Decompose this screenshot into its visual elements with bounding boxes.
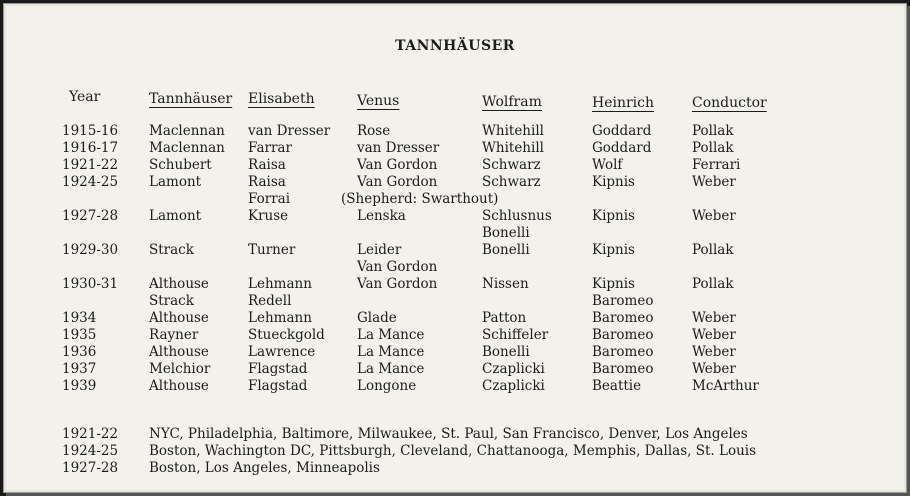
table-cell: Schwarz xyxy=(482,174,541,190)
table-cell: Farrar xyxy=(248,140,292,156)
table-cell: Rayner xyxy=(149,327,199,343)
table-cell: Weber xyxy=(692,208,736,224)
table-cell: Van Gordon xyxy=(357,259,438,275)
table-cell: Kruse xyxy=(248,208,289,224)
table-cell: van Dresser xyxy=(357,140,440,156)
table-cell: Bonelli xyxy=(482,225,530,241)
table-cell: Schlusnus xyxy=(482,208,552,224)
table-cell: Baromeo xyxy=(592,327,654,343)
table-cell: Baromeo xyxy=(592,344,654,360)
table-cell: Weber xyxy=(692,310,736,326)
table-cell: Schwarz xyxy=(482,157,541,173)
page-title: TANNHÄUSER xyxy=(395,38,515,54)
column-header-wolfram: Wolfram xyxy=(482,94,542,110)
table-cell: Kipnis xyxy=(592,276,635,292)
table-cell: Schubert xyxy=(149,157,212,173)
table-cell: Pollak xyxy=(692,242,734,258)
table-cell: La Mance xyxy=(357,361,425,377)
tour-year: 1921-22 xyxy=(62,426,119,442)
table-cell: Turner xyxy=(248,242,296,258)
table-cell: Weber xyxy=(692,327,736,343)
column-header-tannhuser: Tannhäuser xyxy=(149,91,233,107)
table-cell: La Mance xyxy=(357,344,425,360)
table-cell: 1930-31 xyxy=(62,276,119,292)
table-cell: Pollak xyxy=(692,276,734,292)
table-cell: Raisa xyxy=(248,174,286,190)
table-cell: Stueckgold xyxy=(248,327,325,343)
table-cell: Baromeo xyxy=(592,361,654,377)
table-cell: Ferrari xyxy=(692,157,741,173)
table-cell: Van Gordon xyxy=(357,174,438,190)
table-cell: 1921-22 xyxy=(62,157,119,173)
document-page xyxy=(3,3,907,493)
table-cell: Kipnis xyxy=(592,242,635,258)
table-cell: Whitehill xyxy=(482,123,544,139)
table-cell: Lamont xyxy=(149,208,202,224)
tour-cities: Boston, Wachington DC, Pittsburgh, Cleveland, Chattanooga, Memphis, Dallas, St. Louis xyxy=(149,443,757,459)
table-cell: Longone xyxy=(357,378,417,394)
table-cell: Van Gordon xyxy=(357,276,438,292)
table-cell: Althouse xyxy=(149,310,209,326)
table-cell: van Dresser xyxy=(248,123,331,139)
table-cell: Althouse xyxy=(149,276,209,292)
table-cell: Glade xyxy=(357,310,397,326)
column-header-venus: Venus xyxy=(357,93,400,109)
tour-cities: Boston, Los Angeles, Minneapolis xyxy=(149,460,380,476)
table-cell: Weber xyxy=(692,361,736,377)
table-cell: Schiffeler xyxy=(482,327,549,343)
table-cell: Rose xyxy=(357,123,391,139)
table-cell: Lenska xyxy=(357,208,406,224)
table-cell: Flagstad xyxy=(248,378,308,394)
table-cell: 1935 xyxy=(62,327,97,343)
table-cell: Weber xyxy=(692,174,736,190)
table-cell: Bonelli xyxy=(482,242,530,258)
table-cell: Goddard xyxy=(592,140,652,156)
table-cell: 1939 xyxy=(62,378,97,394)
table-cell: McArthur xyxy=(692,378,759,394)
table-cell: Strack xyxy=(149,293,194,309)
table-cell: Leider xyxy=(357,242,402,258)
column-header-heinrich: Heinrich xyxy=(592,95,655,111)
table-cell: 1936 xyxy=(62,344,97,360)
table-cell: Lehmann xyxy=(248,276,312,292)
tour-year: 1924-25 xyxy=(62,443,119,459)
table-cell: Van Gordon xyxy=(357,157,438,173)
table-cell: 1937 xyxy=(62,361,97,377)
table-cell: Goddard xyxy=(592,123,652,139)
table-cell: Whitehill xyxy=(482,140,544,156)
table-cell: 1929-30 xyxy=(62,242,119,258)
table-cell: Pollak xyxy=(692,123,734,139)
table-cell: Baromeo xyxy=(592,310,654,326)
table-cell: Melchior xyxy=(149,361,211,377)
table-cell: Strack xyxy=(149,242,194,258)
table-cell: Wolf xyxy=(592,157,623,173)
table-cell: Maclennan xyxy=(149,140,225,156)
table-cell: 1927-28 xyxy=(62,208,119,224)
table-cell: Flagstad xyxy=(248,361,308,377)
table-cell: Forrai xyxy=(248,191,291,207)
table-cell: La Mance xyxy=(357,327,425,343)
table-cell: Lamont xyxy=(149,174,202,190)
table-cell: 1915-16 xyxy=(62,123,119,139)
tour-year: 1927-28 xyxy=(62,460,119,476)
table-cell: Weber xyxy=(692,344,736,360)
table-cell: Redell xyxy=(248,293,292,309)
table-cell: Maclennan xyxy=(149,123,225,139)
column-header-conductor: Conductor xyxy=(692,95,767,111)
table-cell: Beattie xyxy=(592,378,642,394)
table-cell: Lehmann xyxy=(248,310,312,326)
table-cell: Nissen xyxy=(482,276,529,292)
table-cell: Lawrence xyxy=(248,344,316,360)
table-cell: 1924-25 xyxy=(62,174,119,190)
table-cell: Bonelli xyxy=(482,344,530,360)
table-cell: 1934 xyxy=(62,310,97,326)
table-cell: Baromeo xyxy=(592,293,654,309)
column-header-elisabeth: Elisabeth xyxy=(248,91,315,107)
table-cell: Patton xyxy=(482,310,527,326)
table-cell: Kipnis xyxy=(592,174,635,190)
table-cell: 1916-17 xyxy=(62,140,119,156)
table-cell: Czaplicki xyxy=(482,378,545,394)
table-cell: Pollak xyxy=(692,140,734,156)
table-cell: Raisa xyxy=(248,157,286,173)
table-cell: (Shepherd: Swarthout) xyxy=(341,191,499,207)
table-cell: Kipnis xyxy=(592,208,635,224)
table-cell: Czaplicki xyxy=(482,361,545,377)
table-cell: Althouse xyxy=(149,344,209,360)
tour-cities: NYC, Philadelphia, Baltimore, Milwaukee, St. Paul, San Francisco, Denver, Los Angeles xyxy=(149,426,748,442)
table-cell: Althouse xyxy=(149,378,209,394)
column-header-year: Year xyxy=(69,89,101,105)
